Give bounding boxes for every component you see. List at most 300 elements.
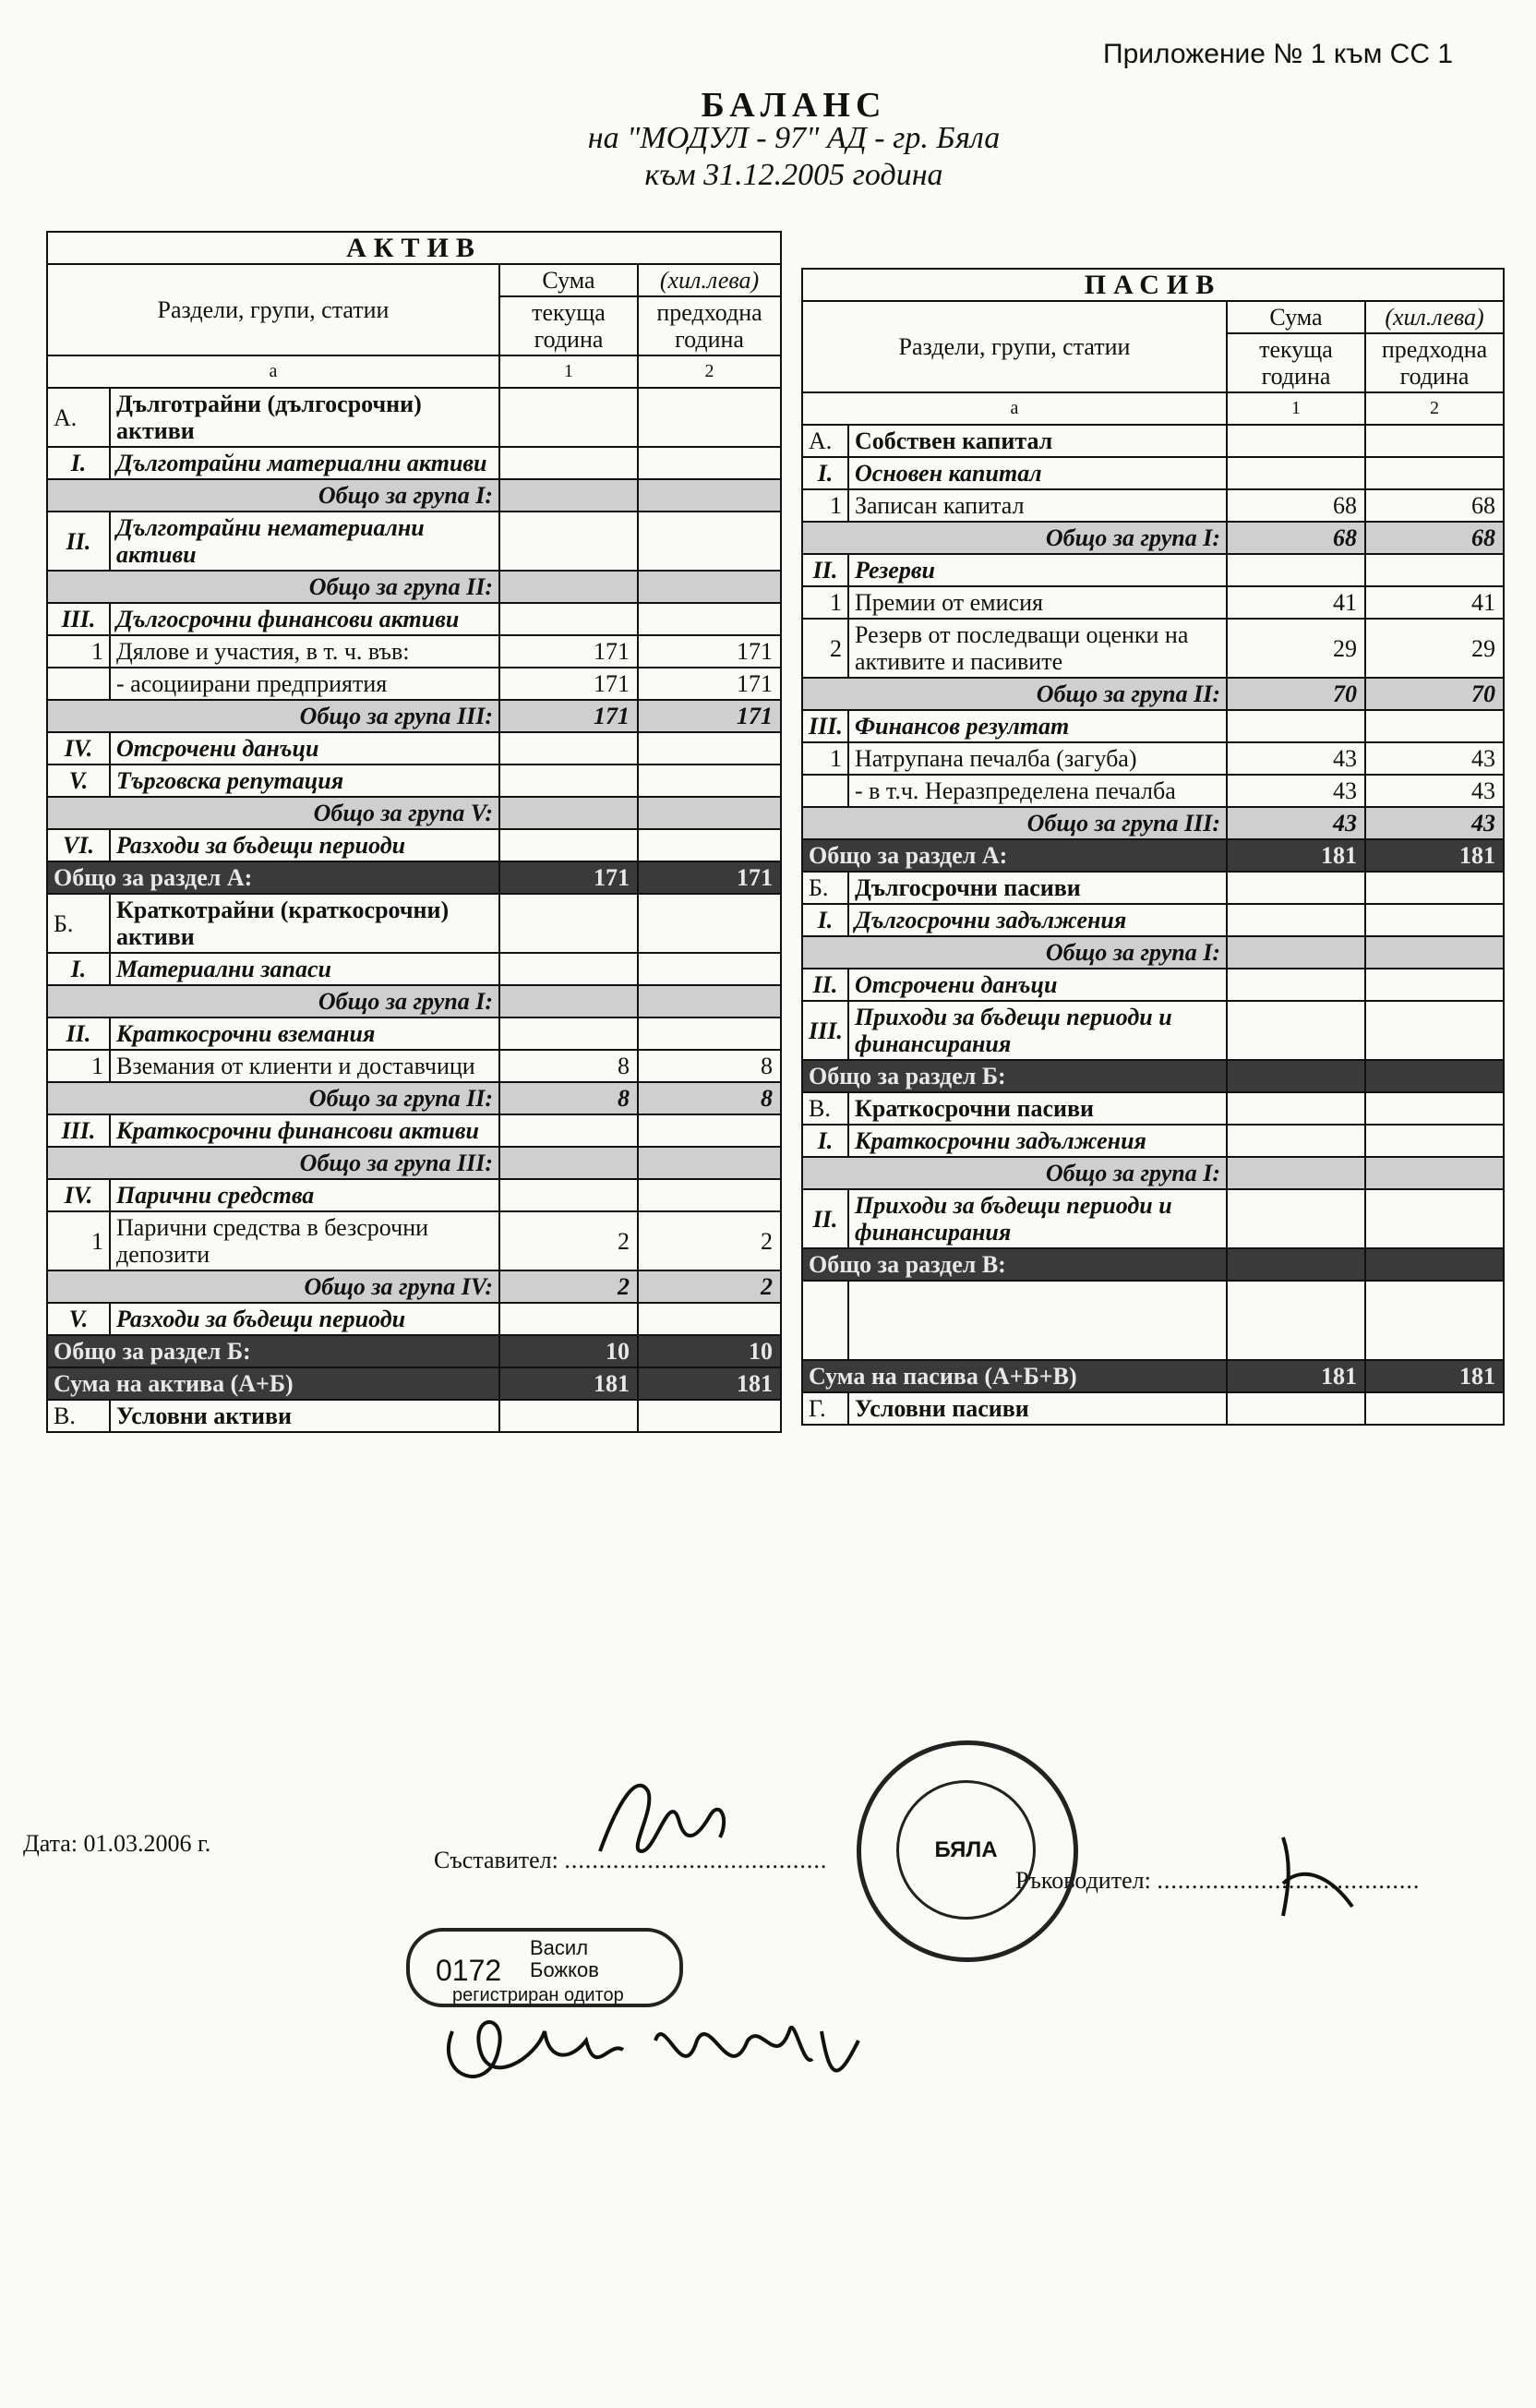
- seal-last-name: Божков: [530, 1958, 599, 1981]
- row-code: 1: [802, 586, 848, 619]
- row-label: Разходи за бъдещи периоди: [110, 1303, 499, 1335]
- row-current-value: [1227, 554, 1365, 586]
- row-previous-value: [1365, 936, 1504, 969]
- row-previous-value: 8: [638, 1050, 781, 1082]
- row-label: Резерви: [848, 554, 1227, 586]
- row-code: Г.: [802, 1392, 848, 1425]
- row-current-value: [499, 1147, 638, 1179]
- row-previous-value: 171: [638, 635, 781, 668]
- table-row: [47, 765, 781, 797]
- document-subtitle: [517, 120, 1071, 194]
- row-previous-value: 29: [1365, 619, 1504, 678]
- table-row: [47, 668, 781, 700]
- table-row: [802, 619, 1504, 678]
- row-code: VI.: [47, 829, 110, 861]
- row-label: Общо за раздел А:: [47, 861, 499, 894]
- row-label: Общо за група III:: [802, 807, 1227, 839]
- table-row: [47, 1211, 781, 1270]
- row-current-value: 171: [499, 668, 638, 700]
- row-current-value: [499, 732, 638, 765]
- col-index-a: а: [802, 392, 1227, 425]
- row-label: Основен капитал: [848, 457, 1227, 489]
- assets-heading: АКТИВ: [47, 232, 781, 264]
- col-previous-header: предходна година: [638, 296, 781, 355]
- col-index-2: 2: [638, 355, 781, 388]
- row-code: III.: [802, 710, 848, 742]
- row-previous-value: [638, 479, 781, 512]
- row-label: Общо за група V:: [47, 797, 499, 829]
- row-code: А.: [802, 425, 848, 457]
- row-current-value: 181: [1227, 1360, 1365, 1392]
- row-label: Дълготрайни материални активи: [110, 447, 499, 479]
- row-previous-value: [1365, 457, 1504, 489]
- table-row: [802, 1281, 1504, 1360]
- row-code: 1: [47, 635, 110, 668]
- row-previous-value: [1365, 1125, 1504, 1157]
- row-label: Краткосрочни пасиви: [848, 1092, 1227, 1125]
- manager-signature: [1265, 1828, 1366, 1930]
- row-label: Собствен капитал: [848, 425, 1227, 457]
- row-previous-value: [638, 985, 781, 1017]
- row-label: Дялове и участия, в т. ч. във:: [110, 635, 499, 668]
- row-previous-value: [1365, 1157, 1504, 1189]
- table-row: [802, 1360, 1504, 1392]
- row-code: II.: [802, 969, 848, 1001]
- row-code: III.: [47, 603, 110, 635]
- row-label: - в т.ч. Неразпределена печалба: [848, 775, 1227, 807]
- row-previous-value: [638, 765, 781, 797]
- row-label: Общо за раздел А:: [802, 839, 1227, 872]
- row-previous-value: 181: [1365, 839, 1504, 872]
- table-row: [47, 861, 781, 894]
- row-current-value: [499, 388, 638, 447]
- row-previous-value: [638, 797, 781, 829]
- row-current-value: 2: [499, 1270, 638, 1303]
- row-label: Общо за група III:: [47, 700, 499, 732]
- row-previous-value: [638, 1303, 781, 1335]
- row-label: Общо за група I:: [802, 522, 1227, 554]
- row-label: Общо за раздел Б:: [802, 1060, 1227, 1092]
- row-code: IV.: [47, 1179, 110, 1211]
- table-row: [47, 388, 781, 447]
- row-current-value: [1227, 1001, 1365, 1060]
- row-previous-value: [638, 732, 781, 765]
- row-current-value: [1227, 425, 1365, 457]
- date-line: към 31.12.2005 година: [644, 158, 943, 192]
- row-previous-value: [638, 894, 781, 953]
- row-previous-value: 10: [638, 1335, 781, 1367]
- row-label: Общо за група II:: [802, 678, 1227, 710]
- row-previous-value: 43: [1365, 807, 1504, 839]
- row-current-value: [1227, 1092, 1365, 1125]
- row-code: 2: [802, 619, 848, 678]
- row-previous-value: [1365, 1281, 1504, 1360]
- row-current-value: 43: [1227, 775, 1365, 807]
- row-label: Материални запаси: [110, 953, 499, 985]
- table-row: [802, 457, 1504, 489]
- table-row: [47, 985, 781, 1017]
- row-label: Парични средства: [110, 1179, 499, 1211]
- row-label: Отсрочени данъци: [848, 969, 1227, 1001]
- row-current-value: [1227, 1392, 1365, 1425]
- row-label: Сума на актива (А+Б): [47, 1367, 499, 1400]
- row-current-value: [499, 1179, 638, 1211]
- assets-rows: [47, 388, 781, 1432]
- row-label: Общо за група II:: [47, 1082, 499, 1114]
- row-previous-value: [1365, 872, 1504, 904]
- table-row: [802, 904, 1504, 936]
- table-row: [802, 969, 1504, 1001]
- col-index-1: 1: [1227, 392, 1365, 425]
- row-previous-value: 181: [638, 1367, 781, 1400]
- row-previous-value: [1365, 1392, 1504, 1425]
- row-previous-value: 171: [638, 861, 781, 894]
- row-label: Условни пасиви: [848, 1392, 1227, 1425]
- manager-label: Ръководител:: [1015, 1867, 1151, 1894]
- row-code: В.: [802, 1092, 848, 1125]
- row-label: Общо за раздел В:: [802, 1248, 1227, 1281]
- row-previous-value: 68: [1365, 489, 1504, 522]
- table-row: [802, 1248, 1504, 1281]
- row-label: Сума на пасива (А+Б+В): [802, 1360, 1227, 1392]
- col-unit-header: (хил.лева): [638, 264, 781, 296]
- col-current-header: текуща година: [1227, 333, 1365, 392]
- row-previous-value: 70: [1365, 678, 1504, 710]
- table-row: [802, 586, 1504, 619]
- row-previous-value: 68: [1365, 522, 1504, 554]
- row-current-value: 8: [499, 1050, 638, 1082]
- table-row: [47, 1335, 781, 1367]
- row-code: 1: [802, 742, 848, 775]
- row-label: Краткосрочни задължения: [848, 1125, 1227, 1157]
- row-label: Финансов резултат: [848, 710, 1227, 742]
- row-label: Натрупана печалба (загуба): [848, 742, 1227, 775]
- row-current-value: [499, 1017, 638, 1050]
- row-previous-value: [638, 1017, 781, 1050]
- row-current-value: [1227, 710, 1365, 742]
- auditor-signature: [434, 1976, 868, 2105]
- row-label: Общо за група III:: [47, 1147, 499, 1179]
- row-label: Записан капитал: [848, 489, 1227, 522]
- table-row: [802, 1001, 1504, 1060]
- row-label: Краткосрочни финансови активи: [110, 1114, 499, 1147]
- row-current-value: [1227, 936, 1365, 969]
- table-row: [802, 742, 1504, 775]
- compiler-signature: [591, 1764, 748, 1865]
- row-label: Условни активи: [110, 1400, 499, 1432]
- row-label: Търговска репутация: [110, 765, 499, 797]
- table-row: [802, 872, 1504, 904]
- table-row: [47, 1147, 781, 1179]
- row-current-value: 68: [1227, 489, 1365, 522]
- row-current-value: 171: [499, 700, 638, 732]
- row-previous-value: 181: [1365, 1360, 1504, 1392]
- row-previous-value: [638, 953, 781, 985]
- row-previous-value: [638, 603, 781, 635]
- table-row: [47, 571, 781, 603]
- table-row: [802, 936, 1504, 969]
- row-current-value: 41: [1227, 586, 1365, 619]
- col-previous-header: предходна година: [1365, 333, 1504, 392]
- liabilities-table: [801, 268, 1505, 1426]
- row-code: [802, 1281, 848, 1360]
- row-previous-value: [638, 1179, 781, 1211]
- row-previous-value: [638, 829, 781, 861]
- row-current-value: [499, 953, 638, 985]
- table-row: [47, 1179, 781, 1211]
- row-previous-value: [1365, 554, 1504, 586]
- table-row: [802, 807, 1504, 839]
- row-current-value: [1227, 1060, 1365, 1092]
- row-current-value: 70: [1227, 678, 1365, 710]
- row-label: Общо за група I:: [802, 1157, 1227, 1189]
- row-label: Разходи за бъдещи периоди: [110, 829, 499, 861]
- table-row: [47, 829, 781, 861]
- table-row: [47, 797, 781, 829]
- table-row: [47, 512, 781, 571]
- row-current-value: [499, 447, 638, 479]
- document-title: БАЛАНС: [701, 86, 887, 125]
- seal-number: 0172: [436, 1954, 502, 1987]
- row-previous-value: 43: [1365, 742, 1504, 775]
- row-code: 1: [802, 489, 848, 522]
- row-current-value: [499, 1303, 638, 1335]
- row-label: Общо за група I:: [47, 985, 499, 1017]
- row-code: III.: [47, 1114, 110, 1147]
- table-row: [47, 1270, 781, 1303]
- table-row: [47, 953, 781, 985]
- seal-first-name: Васил: [530, 1936, 589, 1959]
- row-current-value: 181: [499, 1367, 638, 1400]
- row-code: V.: [47, 1303, 110, 1335]
- row-previous-value: [1365, 904, 1504, 936]
- table-row: [802, 489, 1504, 522]
- row-previous-value: [1365, 969, 1504, 1001]
- row-current-value: 29: [1227, 619, 1365, 678]
- liabilities-heading: ПАСИВ: [802, 269, 1504, 301]
- row-current-value: [1227, 1157, 1365, 1189]
- table-row: [47, 700, 781, 732]
- row-previous-value: [1365, 1092, 1504, 1125]
- row-label: Резерв от последващи оценки на активите и пасивите: [848, 619, 1227, 678]
- col-sum-header: Сума: [499, 264, 638, 296]
- row-current-value: [1227, 1189, 1365, 1248]
- row-label: - асоциирани предприятия: [110, 668, 499, 700]
- row-previous-value: 171: [638, 668, 781, 700]
- col-sections-header: Раздели, групи, статии: [47, 264, 499, 355]
- row-label: Дългосрочни задължения: [848, 904, 1227, 936]
- table-row: [47, 635, 781, 668]
- col-unit-header: (хил.лева): [1365, 301, 1504, 333]
- row-previous-value: [1365, 1248, 1504, 1281]
- row-current-value: [499, 829, 638, 861]
- row-label: Дългосрочни финансови активи: [110, 603, 499, 635]
- row-current-value: [499, 1114, 638, 1147]
- auditor-caption: регистриран одитор: [452, 1985, 624, 2005]
- row-label: Общо за група II:: [47, 571, 499, 603]
- table-row: [802, 678, 1504, 710]
- table-row: [802, 775, 1504, 807]
- row-current-value: [499, 512, 638, 571]
- row-previous-value: 2: [638, 1211, 781, 1270]
- table-row: [802, 554, 1504, 586]
- row-current-value: 43: [1227, 807, 1365, 839]
- row-label: Премии от емисия: [848, 586, 1227, 619]
- row-code: II.: [47, 512, 110, 571]
- footer-date: Дата: 01.03.2006 г.: [23, 1830, 211, 1857]
- col-sections-header: Раздели, групи, статии: [802, 301, 1227, 392]
- row-label: Дълготрайни нематериални активи: [110, 512, 499, 571]
- table-row: [802, 1125, 1504, 1157]
- row-current-value: [499, 1400, 638, 1432]
- row-previous-value: [638, 571, 781, 603]
- row-previous-value: [1365, 1060, 1504, 1092]
- row-previous-value: [638, 1114, 781, 1147]
- assets-table: [46, 231, 782, 1433]
- table-row: [802, 522, 1504, 554]
- table-row: [802, 1157, 1504, 1189]
- row-label: Приходи за бъдещи периоди и финансирания: [848, 1001, 1227, 1060]
- table-row: [802, 1392, 1504, 1425]
- row-label: Краткосрочни вземания: [110, 1017, 499, 1050]
- row-current-value: [1227, 872, 1365, 904]
- row-label: Общо за група IV:: [47, 1270, 499, 1303]
- row-code: I.: [802, 904, 848, 936]
- row-previous-value: 2: [638, 1270, 781, 1303]
- row-previous-value: [1365, 1001, 1504, 1060]
- row-current-value: [499, 571, 638, 603]
- row-current-value: [499, 985, 638, 1017]
- row-code: Б.: [802, 872, 848, 904]
- row-label: [848, 1281, 1227, 1360]
- table-row: [47, 1017, 781, 1050]
- row-code: 1: [47, 1211, 110, 1270]
- row-current-value: [1227, 904, 1365, 936]
- table-row: [47, 894, 781, 953]
- col-index-2: 2: [1365, 392, 1504, 425]
- row-current-value: [499, 797, 638, 829]
- row-current-value: [1227, 1281, 1365, 1360]
- table-row: [47, 1400, 781, 1432]
- table-row: [47, 1367, 781, 1400]
- row-code: [47, 668, 110, 700]
- table-row: [47, 603, 781, 635]
- table-row: [47, 1303, 781, 1335]
- table-row: [802, 1060, 1504, 1092]
- row-current-value: 181: [1227, 839, 1365, 872]
- row-current-value: [499, 894, 638, 953]
- row-current-value: [499, 603, 638, 635]
- annex-reference: Приложение № 1 към СС 1: [1103, 39, 1454, 69]
- row-previous-value: 41: [1365, 586, 1504, 619]
- company-line: на "МОДУЛ - 97" АД - гр. Бяла: [587, 121, 1001, 155]
- row-code: V.: [47, 765, 110, 797]
- row-label: Отсрочени данъци: [110, 732, 499, 765]
- row-label: Парични средства в безсрочни депозити: [110, 1211, 499, 1270]
- row-previous-value: [1365, 710, 1504, 742]
- row-label: Вземания от клиенти и доставчици: [110, 1050, 499, 1082]
- col-sum-header: Сума: [1227, 301, 1365, 333]
- col-index-a: а: [47, 355, 499, 388]
- row-current-value: [1227, 1248, 1365, 1281]
- row-current-value: 8: [499, 1082, 638, 1114]
- row-code: А.: [47, 388, 110, 447]
- row-label: Общо за раздел Б:: [47, 1335, 499, 1367]
- row-current-value: 10: [499, 1335, 638, 1367]
- row-code: I.: [802, 1125, 848, 1157]
- row-previous-value: [638, 447, 781, 479]
- row-previous-value: 43: [1365, 775, 1504, 807]
- row-previous-value: [638, 1400, 781, 1432]
- row-code: II.: [802, 1189, 848, 1248]
- row-code: II.: [802, 554, 848, 586]
- company-stamp: [857, 1740, 1078, 1962]
- table-row: [47, 479, 781, 512]
- table-row: [802, 1189, 1504, 1248]
- table-row: [47, 732, 781, 765]
- row-current-value: [499, 765, 638, 797]
- row-previous-value: [638, 388, 781, 447]
- table-row: [802, 839, 1504, 872]
- row-current-value: 68: [1227, 522, 1365, 554]
- row-current-value: 43: [1227, 742, 1365, 775]
- row-code: В.: [47, 1400, 110, 1432]
- row-previous-value: [1365, 425, 1504, 457]
- table-row: [47, 1082, 781, 1114]
- row-previous-value: [1365, 1189, 1504, 1248]
- row-code: Б.: [47, 894, 110, 953]
- row-previous-value: 8: [638, 1082, 781, 1114]
- row-label: Общо за група I:: [802, 936, 1227, 969]
- row-current-value: [1227, 969, 1365, 1001]
- table-row: [47, 1114, 781, 1147]
- row-previous-value: 171: [638, 700, 781, 732]
- table-row: [802, 1092, 1504, 1125]
- row-code: I.: [802, 457, 848, 489]
- row-label: Приходи за бъдещи периоди и финансирания: [848, 1189, 1227, 1248]
- row-code: I.: [47, 447, 110, 479]
- compiler-dots: ......................................: [564, 1847, 828, 1873]
- row-current-value: 171: [499, 861, 638, 894]
- row-code: 1: [47, 1050, 110, 1082]
- row-label: Дългосрочни пасиви: [848, 872, 1227, 904]
- table-row: [47, 447, 781, 479]
- stamp-city: БЯЛА: [896, 1780, 1036, 1920]
- row-current-value: [1227, 457, 1365, 489]
- row-current-value: 171: [499, 635, 638, 668]
- row-current-value: [499, 479, 638, 512]
- col-index-1: 1: [499, 355, 638, 388]
- table-row: [47, 1050, 781, 1082]
- compiler-label: Съставител:: [434, 1847, 558, 1873]
- row-code: III.: [802, 1001, 848, 1060]
- seal-name: [530, 1937, 599, 1981]
- row-label: Общо за група I:: [47, 479, 499, 512]
- row-code: I.: [47, 953, 110, 985]
- col-current-header: текуща година: [499, 296, 638, 355]
- row-label: Краткотрайни (краткосрочни) активи: [110, 894, 499, 953]
- row-current-value: [1227, 1125, 1365, 1157]
- table-row: [802, 710, 1504, 742]
- row-label: Дълготрайни (дългосрочни) активи: [110, 388, 499, 447]
- liabilities-rows: [802, 425, 1504, 1425]
- row-code: [802, 775, 848, 807]
- table-row: [802, 425, 1504, 457]
- row-code: IV.: [47, 732, 110, 765]
- row-code: II.: [47, 1017, 110, 1050]
- row-previous-value: [638, 512, 781, 571]
- row-previous-value: [638, 1147, 781, 1179]
